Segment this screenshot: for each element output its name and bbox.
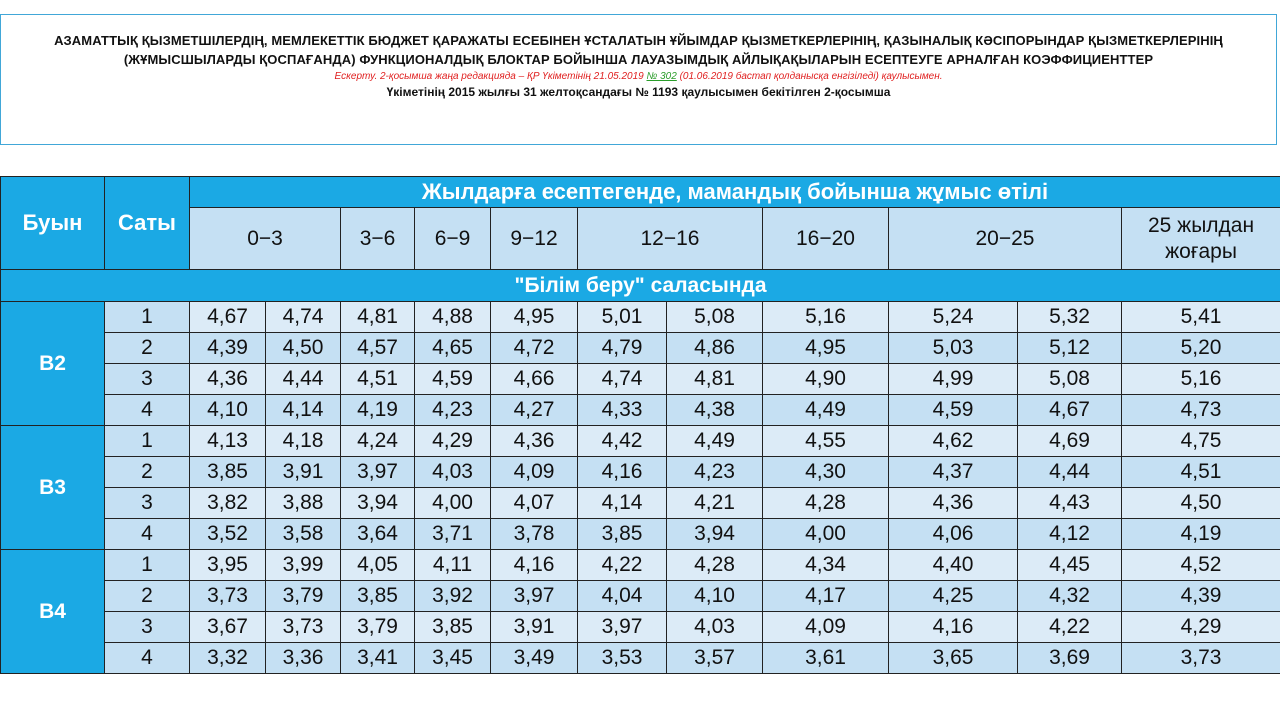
coefficient-cell: 4,90 [763, 364, 889, 395]
coefficient-cell: 3,73 [190, 581, 266, 612]
coefficient-cell: 3,99 [266, 550, 341, 581]
coefficient-cell: 4,39 [1122, 581, 1280, 612]
coefficient-cell: 5,16 [1122, 364, 1280, 395]
coefficient-cell: 4,23 [667, 457, 763, 488]
coefficient-cell: 3,97 [341, 457, 415, 488]
coefficient-cell: 4,66 [491, 364, 578, 395]
coefficient-cell: 4,51 [341, 364, 415, 395]
coefficient-cell: 4,28 [763, 488, 889, 519]
coefficient-cell: 4,52 [1122, 550, 1280, 581]
level-cell: 1 [105, 426, 190, 457]
coefficient-cell: 4,73 [1122, 395, 1280, 426]
coefficient-cell: 3,85 [341, 581, 415, 612]
coefficient-cell: 4,12 [1018, 519, 1122, 550]
coefficient-cell: 4,38 [667, 395, 763, 426]
table-row [1, 457, 1280, 488]
coefficient-cell: 4,16 [578, 457, 667, 488]
range-header: 3−6 [341, 208, 415, 270]
table-row [1, 426, 1280, 457]
coefficient-cell: 4,14 [578, 488, 667, 519]
coefficient-cell: 4,00 [763, 519, 889, 550]
coefficient-cell: 5,03 [889, 333, 1018, 364]
coefficient-cell: 4,17 [763, 581, 889, 612]
coefficient-cell: 3,91 [266, 457, 341, 488]
coefficient-cell: 4,67 [190, 302, 266, 333]
column-header-grade: Буын [1, 177, 105, 270]
range-header: 9−12 [491, 208, 578, 270]
document-title: АЗАМАТТЫҚ ҚЫЗМЕТШІЛЕРДІҢ, МЕМЛЕКЕТТІК БЮДЖЕТ ҚАРАЖАТЫ ЕСЕБІНЕН ҰСТАЛАТЫН ҰЙЫМДАР ҚЫЗМЕТКЕРЛЕРІНІҢ, ҚАЗЫНАЛЫҚ КӘСІПОРЫНДАР ҚЫЗМЕТКЕРЛЕРІНІҢ (ЖҰМЫСШЫЛАРДЫ ҚОСПАҒАНДА) ФУНКЦИОНАЛДЫҚ БЛОКТАР БОЙЫНША ЛАУАЗЫМДЫҚ АЙЛЫҚАҚЫЛАРЫН ЕСЕПТЕУГЕ АРНАЛҒАН КОЭФФИЦИЕНТТЕР [54, 33, 1223, 67]
coefficient-cell: 4,79 [578, 333, 667, 364]
range-header: 16−20 [763, 208, 889, 270]
coefficient-cell: 4,95 [491, 302, 578, 333]
coefficient-cell: 3,69 [1018, 643, 1122, 674]
level-cell: 4 [105, 643, 190, 674]
coefficient-cell: 4,36 [889, 488, 1018, 519]
amendment-note-text: Ескерту. 2-қосымша жаңа редакцияда – ҚР Үкіметінің 21.05.2019 [334, 71, 644, 82]
level-cell: 3 [105, 488, 190, 519]
coefficient-cell: 3,82 [190, 488, 266, 519]
table-row [1, 550, 1280, 581]
coefficient-cell: 4,03 [667, 612, 763, 643]
coefficient-cell: 4,06 [889, 519, 1018, 550]
coefficient-cell: 4,59 [889, 395, 1018, 426]
coefficient-cell: 4,99 [889, 364, 1018, 395]
coefficient-cell: 4,16 [889, 612, 1018, 643]
coefficient-cell: 4,59 [415, 364, 491, 395]
column-header-level: Саты [105, 177, 190, 270]
coefficient-cell: 4,50 [266, 333, 341, 364]
coefficient-cell: 3,53 [578, 643, 667, 674]
table-row [1, 488, 1280, 519]
table-row [1, 395, 1280, 426]
coefficient-cell: 4,22 [1018, 612, 1122, 643]
coefficient-cell: 4,37 [889, 457, 1018, 488]
coefficient-cell: 3,45 [415, 643, 491, 674]
coefficient-cell: 4,49 [667, 426, 763, 457]
appendix-caption: Үкіметінің 2015 жылғы 31 желтоқсандағы № 1193 қаулысымен бекітілген 2-қосымша [386, 85, 891, 99]
coefficient-cell: 3,57 [667, 643, 763, 674]
coefficient-cell: 3,94 [667, 519, 763, 550]
coefficient-cell: 3,67 [190, 612, 266, 643]
coefficient-cell: 4,29 [1122, 612, 1280, 643]
coefficient-cell: 4,36 [491, 426, 578, 457]
coefficient-cell: 4,74 [266, 302, 341, 333]
coefficient-cell: 4,05 [341, 550, 415, 581]
coefficient-cell: 4,22 [578, 550, 667, 581]
coefficient-cell: 4,65 [415, 333, 491, 364]
coefficient-cell: 4,81 [667, 364, 763, 395]
coefficient-cell: 5,08 [667, 302, 763, 333]
table-body [1, 270, 1280, 674]
coefficient-cell: 3,85 [190, 457, 266, 488]
coefficient-cell: 3,78 [491, 519, 578, 550]
coefficient-cell: 3,49 [491, 643, 578, 674]
coefficient-cell: 4,72 [491, 333, 578, 364]
coefficient-cell: 4,88 [415, 302, 491, 333]
coefficient-cell: 3,95 [190, 550, 266, 581]
range-header: 0−3 [190, 208, 341, 270]
level-cell: 3 [105, 612, 190, 643]
resolution-link[interactable]: № 302 [646, 71, 677, 82]
coefficient-cell: 5,16 [763, 302, 889, 333]
coefficient-cell: 4,75 [1122, 426, 1280, 457]
coefficient-cell: 4,67 [1018, 395, 1122, 426]
coefficient-cell: 3,88 [266, 488, 341, 519]
amendment-note-tail: (01.06.2019 бастап қолданысқа енгізіледі) қаулысымен. [679, 71, 943, 82]
coefficient-cell: 4,03 [415, 457, 491, 488]
coefficient-cell: 5,12 [1018, 333, 1122, 364]
coefficient-cell: 5,32 [1018, 302, 1122, 333]
coefficient-cell: 3,52 [190, 519, 266, 550]
coefficient-cell: 4,18 [266, 426, 341, 457]
table-row [1, 333, 1280, 364]
coefficient-cell: 3,92 [415, 581, 491, 612]
level-cell: 1 [105, 302, 190, 333]
coefficient-cell: 4,09 [763, 612, 889, 643]
grade-cell: B4 [1, 550, 105, 674]
coefficient-cell: 4,29 [415, 426, 491, 457]
coefficient-cell: 5,20 [1122, 333, 1280, 364]
level-cell: 3 [105, 364, 190, 395]
coefficient-cell: 4,04 [578, 581, 667, 612]
coefficient-cell: 4,10 [667, 581, 763, 612]
coefficient-cell: 4,16 [491, 550, 578, 581]
level-cell: 4 [105, 519, 190, 550]
coefficient-cell: 4,34 [763, 550, 889, 581]
coefficient-cell: 4,55 [763, 426, 889, 457]
coefficient-cell: 3,85 [578, 519, 667, 550]
coefficient-cell: 4,62 [889, 426, 1018, 457]
coefficient-cell: 3,97 [578, 612, 667, 643]
coefficient-cell: 3,61 [763, 643, 889, 674]
coefficient-cell: 4,19 [1122, 519, 1280, 550]
coefficient-cell: 4,21 [667, 488, 763, 519]
coefficient-cell: 4,33 [578, 395, 667, 426]
coefficient-cell: 3,85 [415, 612, 491, 643]
coefficient-cell: 4,00 [415, 488, 491, 519]
coefficient-cell: 4,69 [1018, 426, 1122, 457]
coefficient-cell: 5,01 [578, 302, 667, 333]
coefficient-cell: 4,14 [266, 395, 341, 426]
coefficient-cell: 4,30 [763, 457, 889, 488]
level-cell: 1 [105, 550, 190, 581]
experience-header: Жылдарға есептегенде, мамандық бойынша жұмыс өтілі [190, 177, 1280, 208]
coefficient-cell: 3,97 [491, 581, 578, 612]
coefficient-cell: 4,49 [763, 395, 889, 426]
table-row [1, 519, 1280, 550]
coefficient-cell: 4,07 [491, 488, 578, 519]
coefficient-cell: 4,44 [266, 364, 341, 395]
level-cell: 2 [105, 581, 190, 612]
level-cell: 2 [105, 333, 190, 364]
range-header: 12−16 [578, 208, 763, 270]
coefficient-cell: 4,39 [190, 333, 266, 364]
level-cell: 2 [105, 457, 190, 488]
table-row [1, 302, 1280, 333]
table-row [1, 643, 1280, 674]
coefficient-cell: 4,44 [1018, 457, 1122, 488]
coefficients-table [0, 176, 1280, 674]
coefficient-cell: 4,50 [1122, 488, 1280, 519]
amendment-note [1, 70, 1276, 83]
table-row [1, 581, 1280, 612]
coefficient-cell: 3,41 [341, 643, 415, 674]
coefficient-cell: 4,09 [491, 457, 578, 488]
coefficient-cell: 3,65 [889, 643, 1018, 674]
coefficient-cell: 4,13 [190, 426, 266, 457]
coefficient-cell: 4,45 [1018, 550, 1122, 581]
coefficient-cell: 4,74 [578, 364, 667, 395]
coefficient-cell: 4,57 [341, 333, 415, 364]
coefficient-cell: 3,94 [341, 488, 415, 519]
table-row [1, 612, 1280, 643]
coefficient-cell: 4,23 [415, 395, 491, 426]
coefficient-cell: 5,41 [1122, 302, 1280, 333]
grade-cell: B2 [1, 302, 105, 426]
coefficient-cell: 4,24 [341, 426, 415, 457]
range-header: 6−9 [415, 208, 491, 270]
coefficient-cell: 4,81 [341, 302, 415, 333]
coefficient-cell: 3,91 [491, 612, 578, 643]
coefficient-cell: 3,58 [266, 519, 341, 550]
table-row [1, 364, 1280, 395]
coefficient-cell: 4,25 [889, 581, 1018, 612]
coefficient-cell: 4,32 [1018, 581, 1122, 612]
coefficient-cell: 4,10 [190, 395, 266, 426]
coefficient-cell: 4,86 [667, 333, 763, 364]
level-cell: 4 [105, 395, 190, 426]
coefficient-cell: 4,19 [341, 395, 415, 426]
coefficient-cell: 3,73 [266, 612, 341, 643]
coefficient-cell: 3,79 [266, 581, 341, 612]
coefficient-cell: 5,24 [889, 302, 1018, 333]
coefficient-cell: 5,08 [1018, 364, 1122, 395]
grade-cell: B3 [1, 426, 105, 550]
coefficient-cell: 3,32 [190, 643, 266, 674]
coefficient-cell: 4,27 [491, 395, 578, 426]
coefficient-cell: 3,71 [415, 519, 491, 550]
coefficient-cell: 4,43 [1018, 488, 1122, 519]
coefficient-cell: 4,36 [190, 364, 266, 395]
coefficient-cell: 3,79 [341, 612, 415, 643]
document-header [0, 14, 1277, 145]
coefficient-cell: 3,73 [1122, 643, 1280, 674]
range-header: 25 жылдан жоғары [1122, 208, 1280, 270]
range-header: 20−25 [889, 208, 1122, 270]
coefficient-cell: 3,64 [341, 519, 415, 550]
coefficient-cell: 4,40 [889, 550, 1018, 581]
coefficient-cell: 4,51 [1122, 457, 1280, 488]
coefficient-cell: 4,11 [415, 550, 491, 581]
section-title: "Білім беру" саласында [1, 270, 1280, 302]
coefficient-cell: 4,28 [667, 550, 763, 581]
coefficient-cell: 4,95 [763, 333, 889, 364]
coefficient-cell: 3,36 [266, 643, 341, 674]
coefficient-cell: 4,42 [578, 426, 667, 457]
